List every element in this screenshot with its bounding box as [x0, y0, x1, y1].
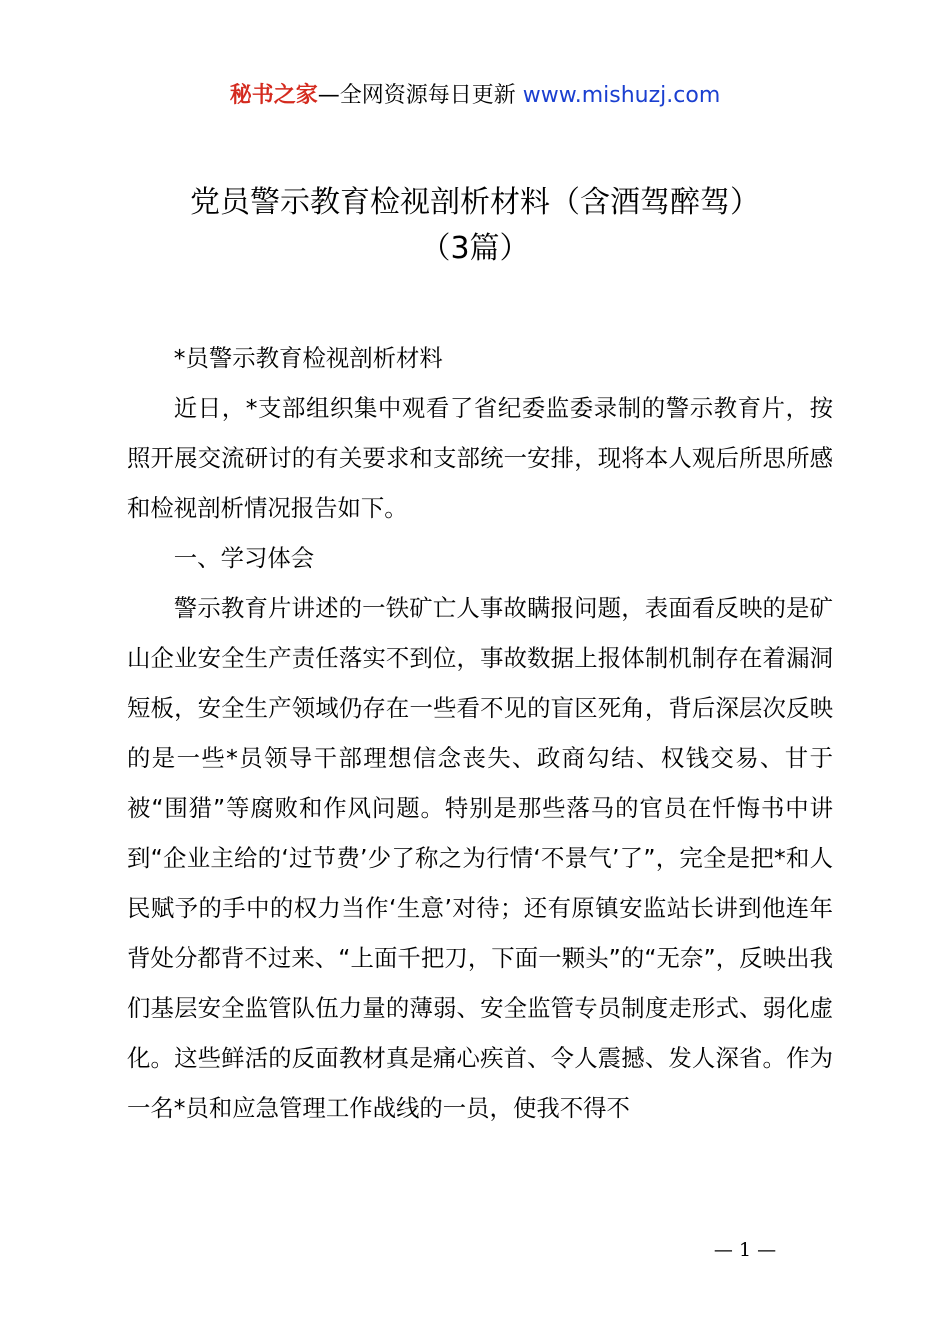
- title-line-1: 党员警示教育检视剖析材料（含酒驾醉驾）: [190, 185, 760, 220]
- document-subtitle: *员警示教育检视剖析材料: [173, 344, 443, 372]
- site-brand: 秘书之家: [229, 83, 318, 108]
- site-tagline: —全网资源每日更新: [317, 83, 516, 108]
- document-title: [100, 180, 850, 272]
- title-line-2: （3篇）: [420, 231, 530, 266]
- site-header: [0, 80, 950, 112]
- page-number: — 1 —: [713, 1239, 777, 1261]
- body-paragraph-intro: 近日，*支部组织集中观看了省纪委监委录制的警示教育片，按照开展交流研讨的有关要求和支部统一安排，现将本人观后所思所感和检视剖析情况报告如下。: [127, 394, 833, 522]
- site-url-link[interactable]: www.mishuzj.com: [522, 83, 721, 108]
- section-heading: 一、学习体会: [173, 544, 315, 572]
- document-body: [127, 333, 833, 1133]
- body-paragraph-main: 警示教育片讲述的一铁矿亡人事故瞒报问题，表面看反映的是矿山企业安全生产责任落实不到位，事故数据上报体制机制存在着漏洞短板，安全生产领域仍存在一些看不见的盲区死角，背后深层次反映的是一些*员领导干部理想信念丧失、政商勾结、权钱交易、甘于被“围猎”等腐败和作风问题。特别是那些落马的官员在忏悔书中讲到“企业主给的‘过节费’少了称之为行情‘不景气’了”，完全是把*和人民赋予的手中的权力当作‘生意’对待；还有原镇安监站长讲到他连年背处分都背不过来、“上面千把刀，下面一颗头”的“无奈”，反映出我们基层安全监管队伍力量的薄弱、安全监管专员制度走形式、弱化虚化。这些鲜活的反面教材真是痛心疾首、令人震撼、发人深省。作为一名*员和应急管理工作战线的一员，使我不得不: [127, 594, 833, 1122]
